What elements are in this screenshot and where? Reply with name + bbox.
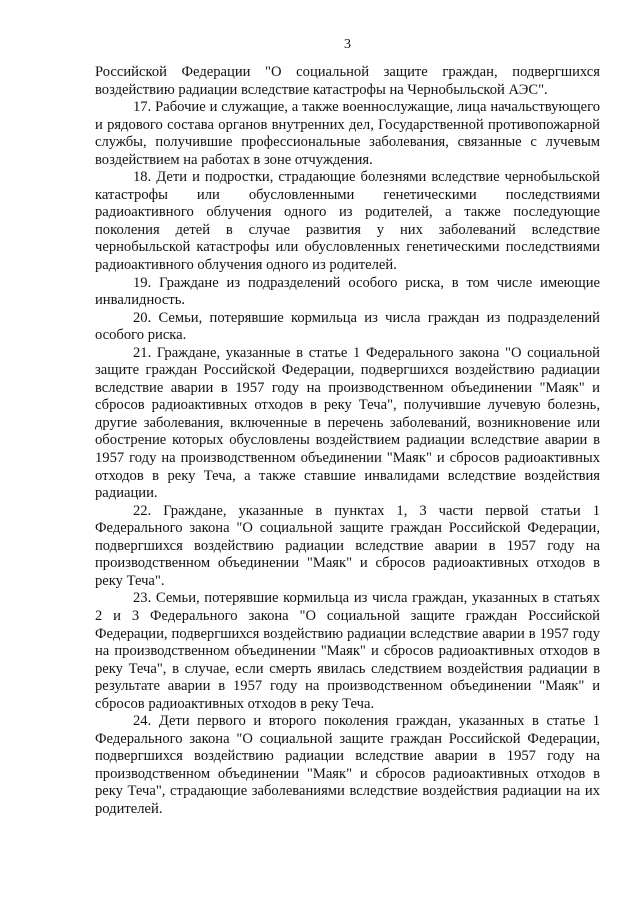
paragraph-item-23: 23. Семьи, потерявшие кормильца из числа граждан, указанных в статьях 2 и 3 Федерального закона "О социальной защите граждан Российской Федерации, подвергшихся воздействию радиации вследствие аварии в 1957 году на производственном объединении "Маяк" и сбросов радиоактивных отходов в реку Теча", в случае, если смерть явилась следствием воздействия радиации в результате аварии в 1957 году на производственном объединении "Маяк" и сбросов радиоактивных отходов в реку Теча. [95,590,600,712]
paragraph-item-20: 20. Семьи, потерявшие кормильца из числа граждан из подразделений особого риска. [95,309,600,344]
paragraph-item-18: 18. Дети и подростки, страдающие болезнями вследствие чернобыльской катастрофы или обусловленными генетическими последствиями радиоактивного облучения одного из родителей, а также последующие поколения детей в случае развития у них заболеваний вследствие чернобыльской катастрофы или обусловленных генетическими последствиями радиоактивного облучения одного из родителей. [95,169,600,274]
paragraph-continuation: Российской Федерации "О социальной защите граждан, подвергшихся воздействию радиации вследствие катастрофы на Чернобыльской АЭС". [95,64,600,98]
page-number: 3 [344,37,351,52]
paragraph-item-22: 22. Граждане, указанные в пунктах 1, 3 части первой статьи 1 Федерального закона "О социальной защите граждан Российской Федерации, подвергшихся воздействию радиации вследствие аварии в 1957 году на производственном объединении "Маяк" и сбросов радиоактивных отходов в реку Теча". [95,502,600,589]
paragraph-item-19: 19. Граждане из подразделений особого риска, в том числе имеющие инвалидность. [95,274,600,309]
paragraph-item-21: 21. Граждане, указанные в статье 1 Федерального закона "О социальной защите граждан Российской Федерации, подвергшихся воздействию радиации вследствие аварии в 1957 году на производственном объединении "Маяк" и сбросов радиоактивных отходов в реку Теча", получившие лучевую болезнь, другие заболевания, включенные в перечень заболеваний, возникновение или обострение которых обусловлены воздействием радиации вследствие аварии в 1957 году на производственном объединении "Маяк" и сбросов радиоактивных отходов в реку Теча, а также ставшие инвалидами вследствие воздействия радиации. [95,344,600,502]
document-page [95,36,600,819]
paragraph-item-24: 24. Дети первого и второго поколения граждан, указанных в статье 1 Федерального закона "О социальной защите граждан Российской Федерации, подвергшихся воздействию радиации вследствие аварии в 1957 году на производственном объединении "Маяк" и сбросов радиоактивных отходов в реку Теча", страдающие заболеваниями вследствие воздействия радиации на их родителей. [95,713,600,817]
paragraph-item-17: 17. Рабочие и служащие, а также военнослужащие, лица начальствующего и рядового состава органов внутренних дел, Государственной противопожарной службы, получившие профессиональные заболевания, связанные с лучевым воздействием на работах в зоне отчуждения. [95,99,600,168]
